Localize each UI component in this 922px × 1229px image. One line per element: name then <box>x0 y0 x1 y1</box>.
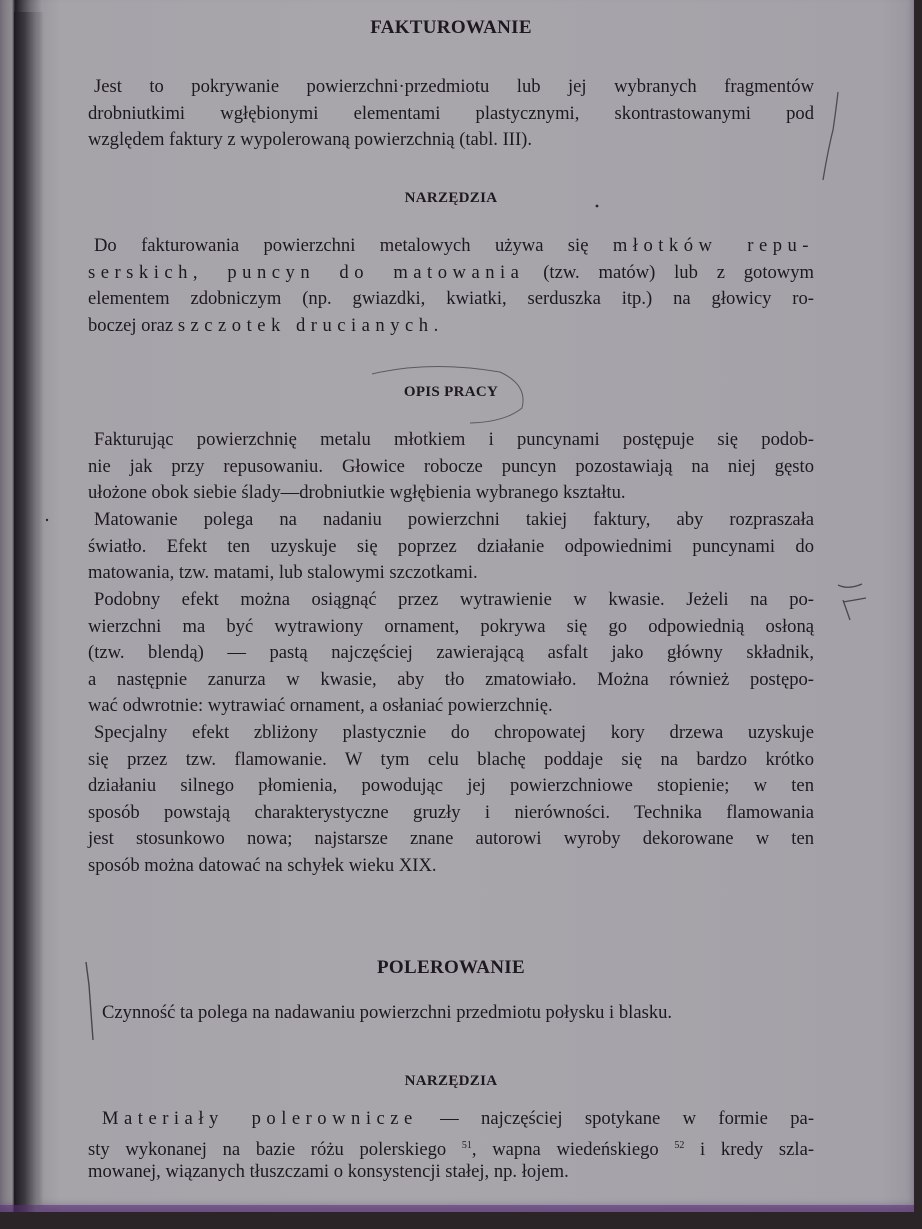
text-run: . <box>433 314 439 336</box>
footnote-ref[interactable]: 51 <box>461 1139 472 1151</box>
text-line: Podobny efekt można osiągnąć przez wytrawienie w kwasie. Jeżeli na po- <box>94 589 814 610</box>
text-line: (tzw. blendą) — pastą najczęściej zawierającą asfalt jako główny składnik, <box>88 642 814 663</box>
spaced-term: młotków repu- <box>612 235 814 256</box>
text-line: Matowanie polega na nadaniu powierzchni takiej faktury, aby rozpraszała <box>94 509 814 530</box>
polerowanie-tools-paragraph <box>88 1106 814 1186</box>
text-line: wać odwrotnie: wytrawiać ornament, a osłaniać powierzchnię. <box>88 695 553 716</box>
section-title-polerowanie: POLEROWANIE <box>377 957 525 978</box>
text-line: ułożone obok siebie ślady—drobniutkie wgłębienia wybranego kształtu. <box>88 482 626 503</box>
opis-pracy-paragraph-4 <box>88 720 814 879</box>
text-line: sposób można datować na schyłek wieku XIX. <box>88 854 437 876</box>
subsection-title-narzedzia: NARZĘDZIA <box>404 190 498 206</box>
fakturowanie-intro <box>88 74 814 154</box>
speck-icon <box>46 519 48 521</box>
text-line: sposób powstają charakterystyczne gruzły i nierówności. Technika flamowania <box>88 801 814 823</box>
text-line: mowanej, wiązanych tłuszczami o konsystencji stałej, np. łojem. <box>88 1161 569 1182</box>
text-line: drobniutkimi wgłębionymi elementami plastycznymi, skontrastowanymi pod <box>88 102 814 124</box>
spaced-term: szczotek drucianych <box>177 314 434 336</box>
text-line: się przez tzw. flamowanie. W tym celu blachę poddaje się na bardzo krótko <box>88 748 814 770</box>
subsection-title-narzedzia-2: NARZĘDZIA <box>404 1073 498 1089</box>
text-line: jest stosunkowo nowa; najstarsze znane autorowi wyroby dekorowane w ten <box>88 828 814 849</box>
text-line: Jest to pokrywanie powierzchni·przedmiotu lub jej wybranych fragmentów <box>94 76 814 97</box>
opis-pracy-paragraph-1 <box>88 427 814 507</box>
text-line <box>88 1106 814 1133</box>
text-line <box>88 1133 814 1160</box>
text-run: Do fakturowania powierzchni metalowych używa się <box>94 235 613 256</box>
polerowanie-intro <box>88 1000 814 1027</box>
text-line: Fakturując powierzchnię metalu młotkiem i puncynami postępuje się podob- <box>94 429 814 450</box>
text-line: względem faktury z wypolerowaną powierzchnią (tabl. III). <box>88 129 532 150</box>
section-title-fakturowanie: FAKTUROWANIE <box>370 17 532 38</box>
spaced-term: Materiały polerownicze <box>102 1108 418 1129</box>
margin-stroke-icon <box>823 92 838 180</box>
text-line: a następnie zanurza w kwasie, aby tło zmatowiało. Można również postępo- <box>88 668 814 690</box>
text-line <box>88 313 814 340</box>
text-line: wierzchni ma być wytrawiony ornament, pokrywa się go odpowiednią osłoną <box>88 615 814 637</box>
text-run: boczej oraz <box>88 314 178 336</box>
text-run: , wapna wiedeńskiego <box>471 1138 675 1160</box>
text-line <box>88 260 814 287</box>
text-line: działaniu silnego płomienia, powodując jej powierzchniowe stopienie; w ten <box>88 775 814 796</box>
letter-f-annotation-icon <box>838 584 866 620</box>
text-run: i kredy szla- <box>684 1138 815 1160</box>
text-line: światło. Efekt ten uzyskuje się poprzez działanie odpowiednimi puncynami do <box>88 535 814 557</box>
text-run: — najczęściej spotykane w formie pa- <box>417 1108 815 1129</box>
text-run: sty wykonanej na bazie różu polerskiego <box>88 1138 462 1160</box>
spaced-term: serskich, puncyn do matowania <box>88 261 525 283</box>
text-line: elementem zdobniczym (np. gwiazdki, kwiatki, serduszka itp.) na głowicy ro- <box>88 288 814 309</box>
page-edge <box>0 1205 914 1212</box>
text-line: Specjalny efekt zbliżony plastycznie do chropowatej kory drzewa uzyskuje <box>94 722 814 743</box>
fakturowanie-tools-paragraph <box>88 233 814 339</box>
subsection-title-opis-pracy: OPIS PRACY <box>403 384 499 400</box>
text-line: matowania, tzw. matami, lub stalowymi szczotkami. <box>88 562 478 583</box>
footnote-ref[interactable]: 52 <box>674 1139 685 1151</box>
binding-shadow <box>14 12 44 1212</box>
opis-pracy-paragraph-2 <box>88 507 814 587</box>
text-line: nie jak przy repusowaniu. Głowice robocze puncyn pozostawiają na niej gęsto <box>88 455 814 477</box>
text-line <box>88 233 814 260</box>
opis-pracy-paragraph-3 <box>88 587 814 720</box>
text-run: (tzw. matów) lub z gotowym <box>524 261 814 283</box>
text-line: Czynność ta polega na nadawaniu powierzchni przedmiotu połysku i blasku. <box>102 1002 673 1023</box>
